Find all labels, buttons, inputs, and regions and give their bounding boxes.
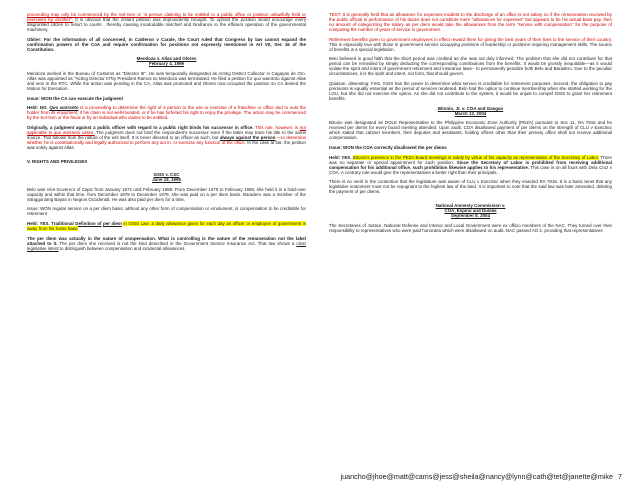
case-date-bitonio: March 12, 2004 [454, 110, 487, 116]
reasoning-text: It is obvious that the instant petition was improvidently brought. To uphold the position would encourage every disgruntled citizen to resort to courts , thereby causing incalculable mischief and hindrance to the efficient operation of the governmental machinery. [27, 17, 306, 33]
rule-exception: not applicable to quo warranto cases. [27, 124, 307, 135]
against-person-phrase: always against the person [219, 134, 276, 140]
quo-warranto-definition: is a proceeding to determine the right of a person to the use or exercise of a franchise or office and to oust the holder from its enjoyment, if his claim is not well-founded, or if he has forfeited his right to enjoy the privilege. The action may be commenced by the Sol-Gen or the fiscal or by an individual who claims to be entitled. [27, 105, 306, 121]
paragraph-facts-mendoza: Mendoza worked in the Bureau of Customs as "Director III". He was temporarily designated as Acting District Collector in Cagayan de Oro. Allas was appointed as "Acting Director III"by President Ramos so Mendoza was terminated. He filed a petition for quo warranto against Allas and won in the RTC. While the action was pending in the CA, Allas was promoted and Olores now occupied the position so CA denied the Motion for Execution. [27, 70, 306, 92]
issue-bitonio: Issue: WON the COA correctly disallowed the per diems [329, 144, 447, 150]
rule-exception-intro: This rule, however, is [255, 124, 299, 130]
left-column [27, 12, 306, 255]
paragraph-per-diem-nature [27, 236, 306, 251]
held-label: Held: YES. [27, 220, 50, 226]
paragraph-contention: There is no merit in the contention that the legislature was aware of CLU v ExecSec when they enacted RA 7916. It is a basic tenet that any legislative enactment must not be repugnant to the highest law of the land. It is important to note that the said law was later amended, deleting the payment of per diems. [329, 179, 612, 195]
per-diem-definition: in GSIS Law: a daily allowance given for each day an officer or employee of government is away from his home base [27, 220, 307, 231]
per-diem-term: per diem [103, 220, 122, 226]
paragraph-belo-good-faith: Belo believed in good faith that the short period was credited as she was not duly informed. The problem that she did not contribute for that period can be remedied by simply deducting the corresponding contributions from the benefits. It would be grossly inequitable—as it would violate the spirit and intent of government retirement and insurance laws-- to permanently penalize both Belo and Baradero. Due to the peculiar circumstances, it is the spirit and intent, not form, that should govern. [329, 56, 612, 77]
issue-mendoza: Issue: WON the CA can execute the judgment [27, 95, 123, 101]
case-title-mendoza: Mendoza v. Allas and Olores [136, 56, 197, 62]
page-number: 7 [618, 472, 622, 481]
traditional-definition-label: Traditional Definition of [51, 220, 102, 226]
authority-phrase: —to determine whether he is constitutionally and legally authorized to perform any act in, or exercise any function of the office. [27, 134, 307, 145]
held-label: Held: NO. [27, 105, 48, 111]
right-column [329, 12, 612, 237]
paragraph-test: TEST: It is generally held that an allowance for expenses incident to the discharge of an office is not salary so if the remuneration received by the public official in performance of his duties does not constitute mere "allowances for expenses" but appears to be his actual base pay, then no amount of categorizing the salary as per diem would take the allowances from the term "service with compensation" for the purpose of computing the number of years of service in government. [329, 12, 612, 33]
paragraph-facts-nac: The Secretaries of Justice, National Defense and Interior and Local Government were ex officio members of the NAC. They turned over their responsibility to representatives who were paid honoraria which were disallowed on audit. NAC passed AO 2, providing that representatives [329, 222, 612, 233]
case-date-mendoza: February 4, 1999 [148, 61, 185, 67]
case-title-bitonio: Bitonio, Jr. v. COA and Gangan [437, 105, 504, 111]
case-date-gsis: June 19, 1995 [152, 177, 181, 183]
nature-rule: The per diem was actually in the nature of compensation. What is controlling is the nature of the remuneration not the label attached to it. [27, 235, 306, 246]
held-mendoza [27, 105, 306, 120]
distinguish-text: to distinguish between compensation and incidental allowances. [59, 245, 186, 251]
no-separate-appointment: There was no separate or special appointment for such position. [329, 154, 612, 165]
gsis-act-text: The per diem she received is not the kind described in the Government Service Insurance Act. That law shows a [59, 240, 295, 246]
author-credits: juancho@jhoe@matt@cams@jess@sheila@nancy@lynn@cath@tet@janette@mike [340, 472, 613, 481]
judgment-explanation: The judgment does not bind the respondent's successor even if the latter may trace his title to the same source. This follows from the nature of the writ itself. It is never directed to an officer as such, but [27, 129, 306, 140]
paragraph-judgment-successor [27, 125, 306, 150]
paragraph-quo-warranto-intro [27, 12, 306, 32]
case-title-nac: National Amnesty Commission v. [435, 202, 506, 208]
representative-capacity: Bitonio's presence in the PEZA Board meetings is solely by virtue of his capacity as representative of the Secretary of Labor. [352, 154, 600, 160]
issue-gsis: Issue: WON regular service on a per diem basis, without any other form of compensation or emolument, is compensation to be creditable for retirement [27, 206, 306, 217]
page-footer [341, 472, 622, 481]
held-gsis [27, 221, 306, 231]
paragraph-facts-belo: Belo was Vice-Governor of Capiz from January 1972 until February 1988. From December 1979 to February 1988, she held it in a hold-over capacity and within that time, from December 1978 to December 1979, she was paid on a per diem basis. Baradero was a member of the Sangguniang Bayan in Negros Occidental. He was also paid per diem for a time. [27, 186, 306, 202]
held-label: Held: YES. [329, 154, 352, 160]
case-subtitle-nac: COA, Espino and Dulalia [444, 207, 497, 213]
paragraph-quiason-dissent: Quiason, dissenting: First, GSIS has the power to determine what service is creditable for retirement purposes. Second, the obligation to pay premiums is equally essential as the period of services rendered. Belo had the option to continue membership when she started working for the LGU, but she did not exercise the option. As she did not contribute to the system, it would be unjust to compel GSIS to grant her retirement benefits. [329, 81, 612, 102]
paragraph-obiter: Obiter: For the information of all concerned, in Calderon v Carale, the Court ruled that Congress by law cannot expand the confirmation powers of the CoA and require confirmation for positions not expressly mentioned in Art VII, Sec 16 of the Constitution. [27, 36, 306, 52]
paragraph-retirement-benefits [329, 37, 612, 52]
legislative-intent-phrase: clear legislative intent [27, 240, 306, 251]
dela-cruz-reference: This case is on all fours with Dela Cruz v COA. A contrary rule would give the representatives a better right than their principals. [329, 164, 612, 175]
case-title-gsis: GSIS v. CSC [153, 172, 180, 178]
section-heading-rights: V. RIGHTS AND PRIVILEGES [27, 158, 88, 164]
held-bitonio [329, 155, 612, 175]
quoted-passage: proceeding may only be commenced by the Sol-Gen or "a person claiming to be entitled to a public office or position unlawfully held or exercised by another". [27, 12, 306, 23]
paragraph-facts-bitonio: Bitonio was designated as DOLE Representative to the Philippine Economic Zone Authority (PEZA) pursuant to Sec 11, RA 7916 and he received per diems for every board meeting attended. Upon audit, COA disallowed payment of per diems on the strength of CLU v ExecSec which stated that cabinet members, their deputies and assistants, holding offices other than their primary office shall not receive additional compensation. [329, 120, 612, 141]
judgment-rule: Originally, a judgment against a public officer with regard to a public right binds his successor in office. [27, 124, 254, 130]
prohibition-rule: Since the Secretary of Labor is prohibited from receiving additional compensation for his additional office, such prohibition likewise applies to his representative. [329, 159, 612, 170]
case-date-nac: September 8, 2004 [451, 212, 490, 218]
retirement-explanation: This is especially true with those in government service occupying positions of leadership or positions requiring management skills. The source of benefits is a special legislation. [329, 41, 612, 52]
quo-warranto-term: Quo warranto [49, 105, 79, 111]
case-at-bar: In the case at bar, the petition was solely against Allas. [27, 139, 306, 150]
retirement-rule: Retirement benefits given to government employees in effect reward them for giving the best years of their lives to the service of their country. [329, 36, 612, 42]
